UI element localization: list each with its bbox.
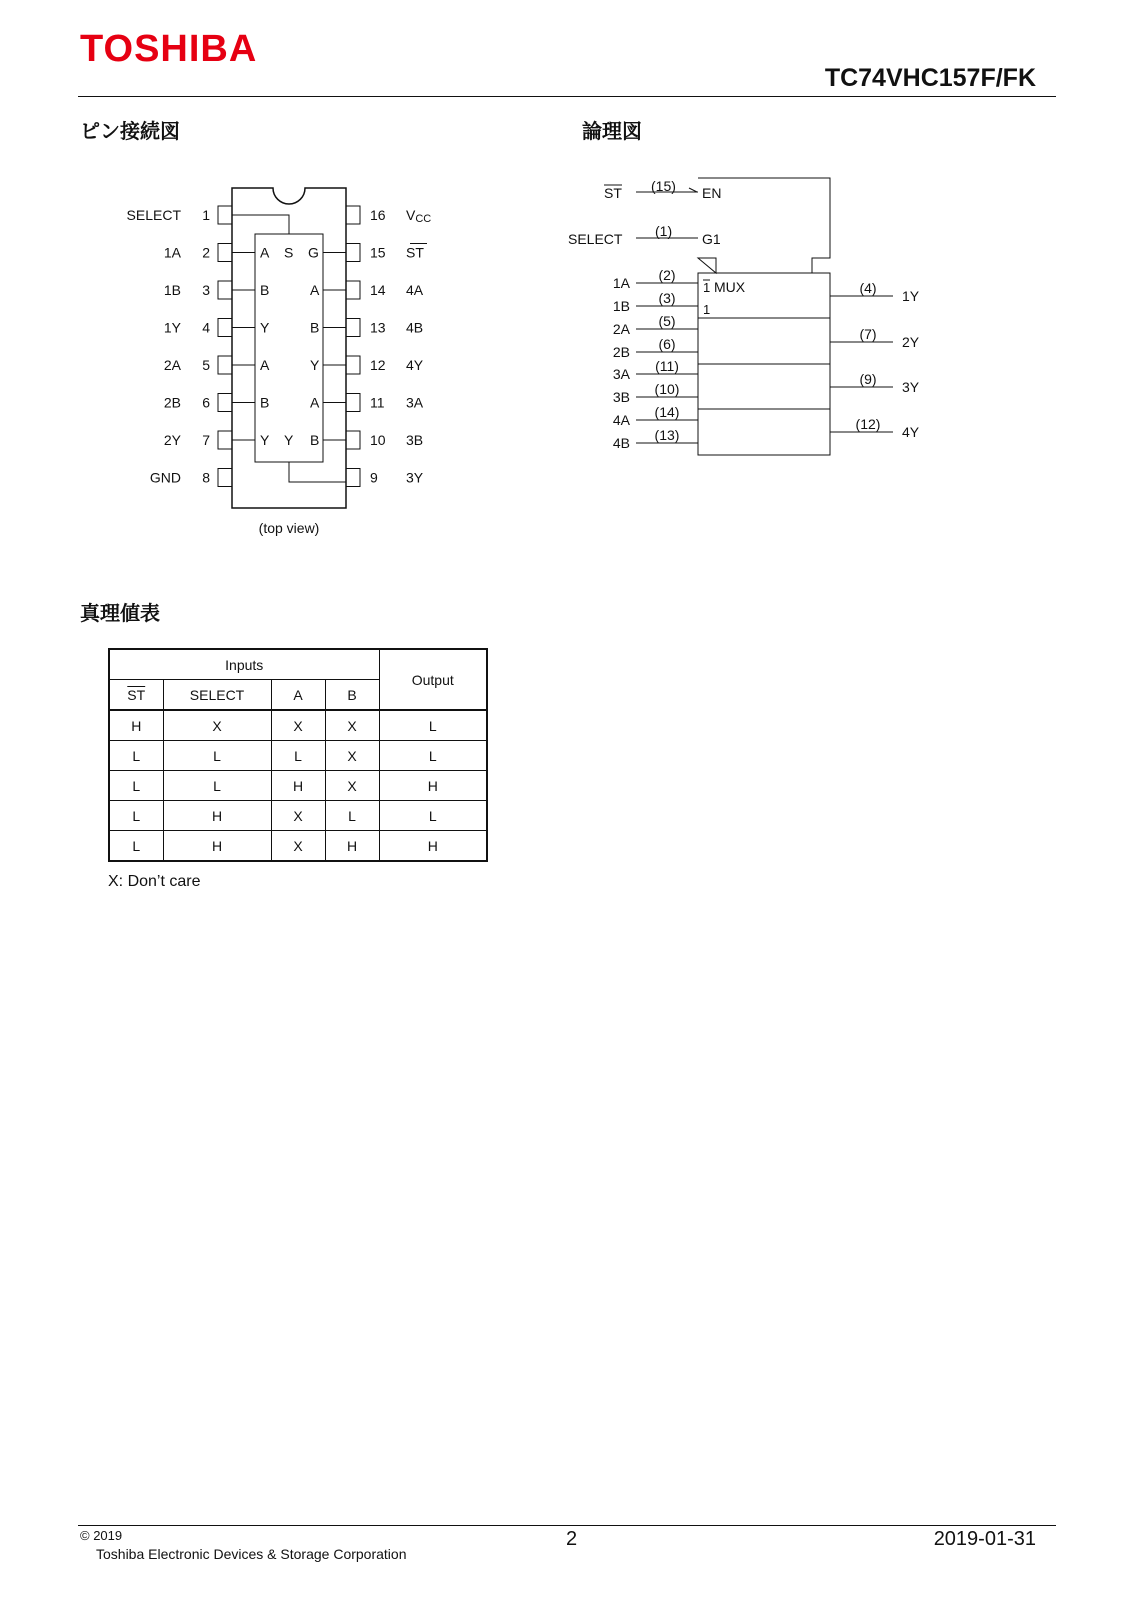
pin-number: 4 <box>202 319 210 336</box>
pin-number: 6 <box>202 394 210 411</box>
input-label: 1B <box>612 298 630 314</box>
pin-number: 13 <box>370 319 386 336</box>
pin-number: 1 <box>202 207 210 223</box>
pin-stub-left <box>218 469 232 487</box>
pin-label: 3Y <box>406 469 424 486</box>
table-cell: X <box>271 831 325 862</box>
inner-label: A <box>310 394 320 411</box>
inner-label: Y <box>260 432 270 448</box>
pin-number: 2 <box>202 244 210 261</box>
table-cell: L <box>109 741 163 771</box>
pin-number: 15 <box>370 244 386 261</box>
table-row <box>109 710 487 741</box>
inner-label: B <box>260 394 270 411</box>
input-label: 3A <box>612 366 630 382</box>
input-pin: (3) <box>658 290 676 306</box>
inputs-header: Inputs <box>109 649 379 680</box>
table-row <box>109 831 487 862</box>
table-cell: X <box>325 771 379 801</box>
col-header-a: A <box>271 680 325 711</box>
pin-label: 2A <box>163 357 181 373</box>
input-label: 1A <box>612 275 630 291</box>
pin-label: 2B <box>163 394 181 411</box>
document-date: 2019-01-31 <box>933 1528 1036 1550</box>
table-cell: L <box>271 741 325 771</box>
input-pin: (10) <box>654 381 680 397</box>
pin-label: 4Y <box>406 357 424 373</box>
table-cell: X <box>271 710 325 741</box>
output-label: 3Y <box>902 379 920 395</box>
pin-number: 10 <box>370 432 386 448</box>
inner-label: A <box>260 357 270 373</box>
table-cell: L <box>325 801 379 831</box>
inner-label: Y <box>284 432 294 448</box>
pin-label: VCC <box>406 207 432 225</box>
input-label: 2B <box>612 344 630 360</box>
table-cell: L <box>163 771 271 801</box>
input-label: 3B <box>612 389 630 405</box>
company-name: Toshiba Electronic Devices & Storage Corporation <box>96 1546 407 1562</box>
mux-sel1: 1 <box>703 302 711 317</box>
table-cell: H <box>109 710 163 741</box>
copyright: © 2019 <box>80 1528 123 1543</box>
input-pin: (5) <box>658 313 676 329</box>
col-header-b: B <box>325 680 379 711</box>
input-pin: (2) <box>658 267 676 283</box>
table-cell: H <box>379 771 487 801</box>
pin-number: 7 <box>202 432 210 448</box>
table-cell: H <box>271 771 325 801</box>
inner-label: B <box>260 282 270 298</box>
output-label: 2Y <box>902 334 920 350</box>
toshiba-logo: TOSHIBA <box>80 28 258 70</box>
page-number: 2 <box>566 1528 578 1550</box>
inner-label: A <box>260 244 270 261</box>
pin-label: 2Y <box>163 432 181 448</box>
table-row <box>109 771 487 801</box>
inner-label: S <box>284 244 294 261</box>
st-label: ST <box>604 185 622 201</box>
en-label: EN <box>702 185 722 201</box>
table-cell: H <box>163 801 271 831</box>
input-label: 4B <box>612 435 630 451</box>
pin-label: 1A <box>163 244 181 261</box>
pin-number: 8 <box>202 469 210 486</box>
table-cell: H <box>325 831 379 862</box>
inner-label: Y <box>260 319 270 336</box>
pin-label: 4A <box>406 282 424 298</box>
pin-label: SELECT <box>126 207 181 223</box>
inner-label: B <box>310 319 320 336</box>
table-cell: X <box>325 741 379 771</box>
table-row <box>109 801 487 831</box>
pin-label: 1Y <box>163 319 181 336</box>
pin-label: ST <box>406 244 424 261</box>
table-cell: H <box>163 831 271 862</box>
table-cell: H <box>379 831 487 862</box>
pin-number: 9 <box>370 469 378 486</box>
pin-number: 14 <box>370 282 386 298</box>
g1-label: G1 <box>702 231 721 247</box>
table-cell: L <box>379 710 487 741</box>
table-cell: L <box>379 801 487 831</box>
inner-label: Y <box>310 357 320 373</box>
output-pin: (12) <box>855 416 881 432</box>
table-cell: X <box>271 801 325 831</box>
pin-label: GND <box>149 469 181 486</box>
pin-number: 11 <box>370 394 385 411</box>
pin-number: 12 <box>370 357 386 373</box>
table-cell: X <box>163 710 271 741</box>
logic-diagram <box>0 0 1132 470</box>
pin-number: 3 <box>202 282 210 298</box>
pin-diagram-title: ピン接続図 <box>80 119 180 143</box>
truth-table-title: 真理値表 <box>80 601 160 625</box>
output-label: 4Y <box>902 424 920 440</box>
input-pin: (11) <box>655 358 679 374</box>
footer-rule <box>78 1525 1056 1526</box>
table-cell: L <box>163 741 271 771</box>
inner-label: A <box>310 282 320 298</box>
col-header-select: SELECT <box>163 680 271 711</box>
input-pin: (14) <box>654 404 680 420</box>
inner-label: B <box>310 432 320 448</box>
select-pin: (1) <box>655 223 673 239</box>
st-pin: (15) <box>651 178 676 194</box>
part-number: TC74VHC157F/FK <box>824 64 1036 92</box>
input-label: 2A <box>612 321 630 337</box>
pin-number: 5 <box>202 357 210 373</box>
pin-label: 3A <box>406 394 424 411</box>
output-pin: (9) <box>859 371 877 387</box>
output-pin: (7) <box>859 326 877 342</box>
table-cell: L <box>109 801 163 831</box>
table-cell: L <box>109 771 163 801</box>
mux-sel0: 1 <box>703 280 711 295</box>
pin-label: 1B <box>163 282 181 298</box>
col-header-st: $\overline{ST}$ <box>109 680 163 711</box>
output-header: Output <box>379 649 487 710</box>
table-cell: X <box>325 710 379 741</box>
truth-table <box>108 648 488 862</box>
logic-diagram-title: 論理図 <box>582 119 642 143</box>
table-cell: L <box>379 741 487 771</box>
input-pin: (13) <box>654 427 680 443</box>
dont-care-note: X: Don’t care <box>108 873 201 890</box>
top-view-caption: (top view) <box>258 520 320 536</box>
pin-stub-right <box>346 469 360 487</box>
table-cell: L <box>109 831 163 862</box>
pin-number: 16 <box>370 207 386 223</box>
output-pin: (4) <box>859 280 877 296</box>
select-label: SELECT <box>568 231 623 247</box>
table-row <box>109 741 487 771</box>
mux-label: MUX <box>714 279 746 295</box>
input-pin: (6) <box>658 336 676 352</box>
output-label: 1Y <box>902 288 920 304</box>
pin-label: 4B <box>406 319 424 336</box>
en-triangle-icon <box>689 188 697 192</box>
input-label: 4A <box>612 412 630 428</box>
inner-label: G <box>308 244 319 261</box>
pin-label: 3B <box>406 432 424 448</box>
